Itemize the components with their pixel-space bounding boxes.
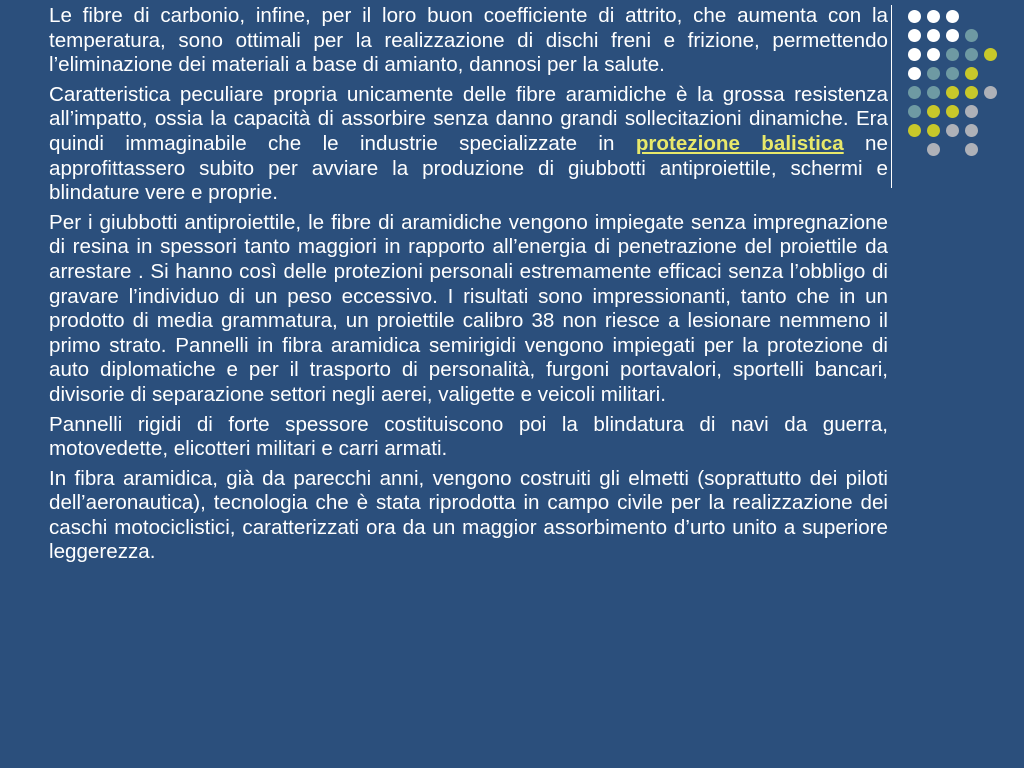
decorative-dot xyxy=(927,86,940,99)
decorative-dot xyxy=(927,67,940,80)
paragraph-text-before-link: Caratteristica peculiare propria unicamente delle fibre aramidiche è la grossa resistenza all’impatto, ossia la capacità di assorbire senza danno grandi sollecitazioni dinamiche. Era quindi immaginabile che le industrie specializzate in xyxy=(49,82,888,155)
paragraph-carbon-fibers: Le fibre di carbonio, infine, per il loro buon coefficiente di attrito, che aumenta con la temperatura, sono ottimali per la realizzazione di dischi freni e frizione, permettendo l’eliminazione dei materiali a base di amianto, dannosi per la salute. xyxy=(49,4,888,77)
decorative-dot xyxy=(908,86,921,99)
decorative-dot xyxy=(965,143,978,156)
decorative-dot xyxy=(965,48,978,61)
decorative-dot xyxy=(965,67,978,80)
decorative-dot xyxy=(965,124,978,137)
paragraph-bulletproof-vests: Per i giubbotti antiproiettile, le fibre di aramidiche vengono impiegate senza impregnazione di resina in spessori tanto maggiori in rapporto all’energia di penetrazione del proiettile da arrestare . Si hanno così delle protezioni personali estremamente efficaci senza l’obbligo di gravare l’individuo di un peso eccessivo. I risultati sono impressionanti, tanto che in un prodotto di media grammatura, un proiettile calibro 38 non riesce a lesionare nemmeno il primo strato. Pannelli in fibra aramidica semirigidi vengono impiegati per la protezione di auto diplomatiche e per il trasporto di personalità, furgoni portavalori, sportelli bancari, divisorie di separazione settori negli aerei, valigette e veicoli militari. xyxy=(49,210,888,406)
decorative-dot xyxy=(908,48,921,61)
decorative-dot xyxy=(946,10,959,23)
decorative-dot xyxy=(946,86,959,99)
decorative-dot xyxy=(908,29,921,42)
decorative-dot xyxy=(927,105,940,118)
decorative-dot xyxy=(908,67,921,80)
decorative-dot xyxy=(965,86,978,99)
decorative-dot xyxy=(965,29,978,42)
decorative-dot xyxy=(946,124,959,137)
decorative-dot xyxy=(946,48,959,61)
paragraph-aramid-impact xyxy=(49,83,888,206)
link-protezione-balistica[interactable]: protezione balistica xyxy=(635,131,844,155)
slide-body xyxy=(49,4,888,565)
decorative-dot xyxy=(927,29,940,42)
decorative-dot xyxy=(927,48,940,61)
dot-grid-decoration xyxy=(908,10,1008,170)
paragraph-helmets: In fibra aramidica, già da parecchi anni, vengono costruiti gli elmetti (soprattutto dei piloti dell’aeronautica), tecnologia che è stata riprodotta in campo civile per la realizzazione dei caschi motociclistici, caratterizzati ora da un maggior assorbimento d’urto unito a superiore leggerezza. xyxy=(49,466,888,564)
decorative-dot xyxy=(946,29,959,42)
divider-line xyxy=(891,5,892,188)
decorative-dot xyxy=(927,124,940,137)
decorative-dot xyxy=(908,124,921,137)
paragraph-text-after-link: ne approfittassero subito per avviare la produzione di giubbotti antiproiettile, schermi e blindature vere e proprie. xyxy=(49,131,888,205)
paragraph-rigid-panels: Pannelli rigidi di forte spessore costituiscono poi la blindatura di navi da guerra, motovedette, elicotteri militari e carri armati. xyxy=(49,412,888,461)
decorative-dot xyxy=(946,67,959,80)
decorative-dot xyxy=(946,105,959,118)
decorative-dot xyxy=(908,10,921,23)
decorative-dot xyxy=(965,105,978,118)
decorative-dot xyxy=(984,48,997,61)
decorative-dot xyxy=(908,105,921,118)
decorative-dot xyxy=(984,86,997,99)
decorative-dot xyxy=(927,10,940,23)
decorative-dot xyxy=(927,143,940,156)
